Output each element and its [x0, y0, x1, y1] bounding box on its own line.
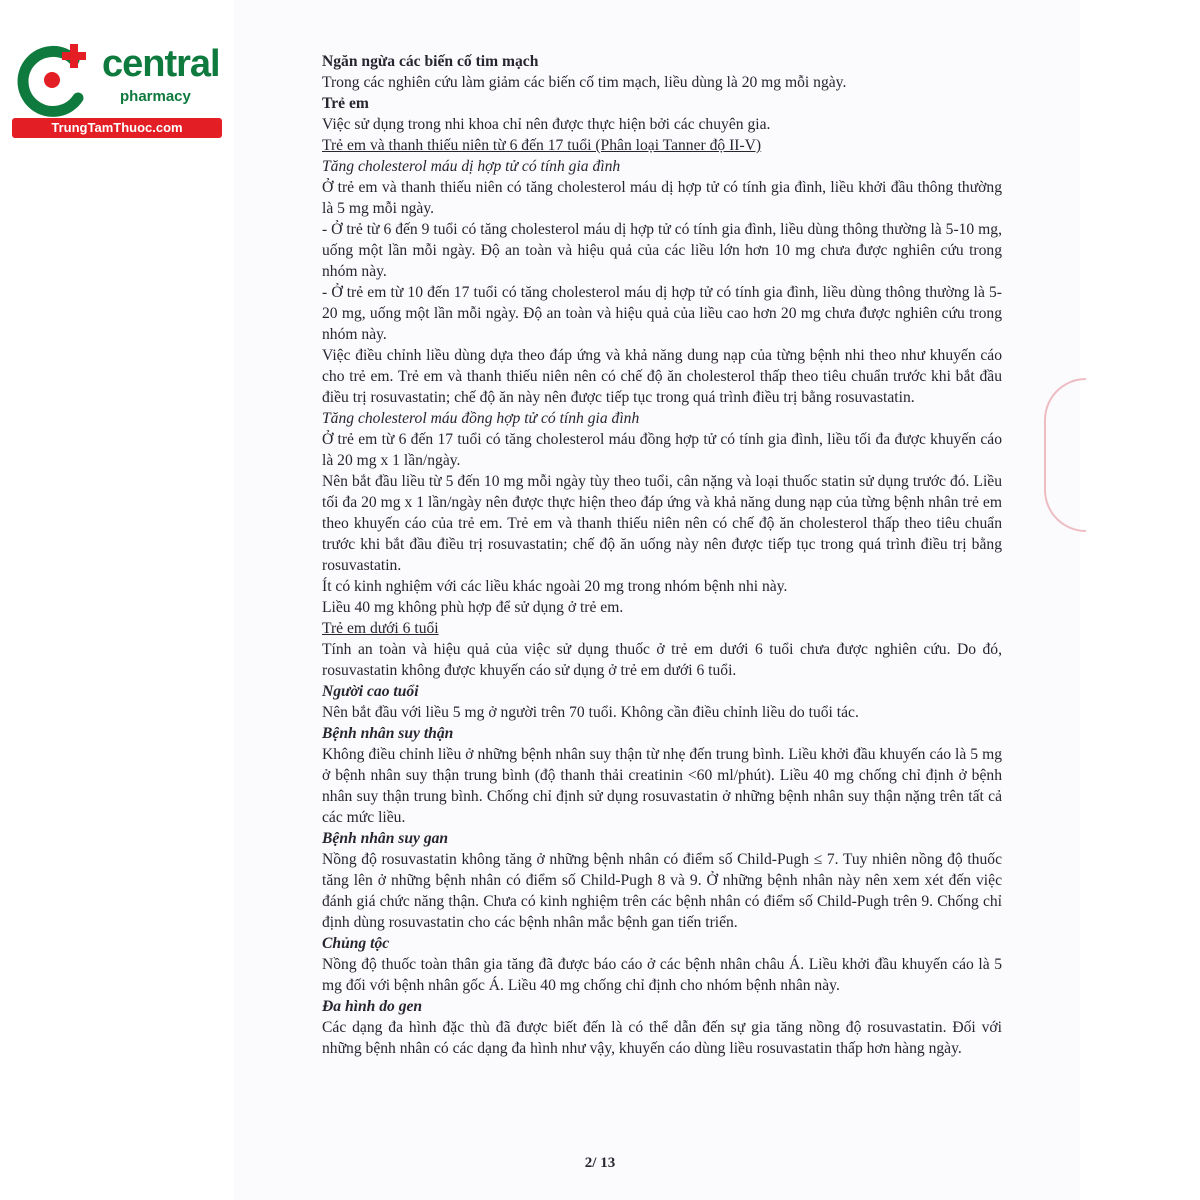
paragraph: Việc điều chỉnh liều dùng dựa theo đáp ứng và khả năng dung nạp của từng bệnh nhi theo như khuyến cáo cho trẻ em. Trẻ em và thanh thiếu niên nên có chế độ ăn cholesterol thấp theo tiêu chuẩn trước khi bắt đầu điều trị rosuvastatin; chế độ ăn này nên được tiếp tục trong quá trình điều trị bằng rosuvastatin. — [322, 347, 1002, 406]
paragraph: - Ở trẻ em từ 10 đến 17 tuổi có tăng cholesterol máu dị hợp tử có tính gia đình, liều dùng thông thường là 5-20 mg, uống một lần mỗi ngày. Độ an toàn và hiệu quả của liều cao hơn 20 mg chưa được nghiên cứu trong nhóm này. — [322, 284, 1002, 343]
central-pharmacy-logo-icon — [12, 38, 96, 122]
section-heading: Trẻ em dưới 6 tuổi — [322, 620, 439, 637]
section-heading: Trẻ em và thanh thiếu niên từ 6 đến 17 tuổi (Phân loại Tanner độ II-V) — [322, 137, 762, 154]
paragraph: Ở trẻ em từ 6 đến 17 tuổi có tăng cholesterol máu đồng hợp tử có tính gia đình, liều tối đa được khuyến cáo là 20 mg x 1 lần/ngày. — [322, 431, 1002, 469]
brand-subtitle: pharmacy — [120, 88, 191, 105]
paragraph: - Ở trẻ từ 6 đến 9 tuổi có tăng cholesterol máu dị hợp tử có tính gia đình, liều dùng thông thường là 5-10 mg, uống một lần mỗi ngày. Độ an toàn và hiệu quả của các liều lớn hơn 10 mg chưa được nghiên cứu trong nhóm này. — [322, 221, 1002, 280]
section-heading: Đa hình do gen — [322, 998, 423, 1015]
paragraph: Nên bắt đầu liều từ 5 đến 10 mg mỗi ngày tùy theo tuổi, cân nặng và loại thuốc statin sử dụng trước đó. Liều tối đa 20 mg x 1 lần/ngày nên được thực hiện theo đáp ứng và khả năng dung nạp của từng bệnh nhân trẻ em theo khuyến cáo của trẻ em. Trẻ em và thanh thiếu niên nên có chế độ ăn cholesterol thấp theo tiêu chuẩn trước khi bắt đầu điều trị rosuvastatin; chế độ ăn uống này nên được tiếp tục trong quá trình điều trị bằng rosuvastatin. — [322, 473, 1002, 574]
paragraph: Tính an toàn và hiệu quả của việc sử dụng thuốc ở trẻ em dưới 6 tuổi chưa được nghiên cứu. Do đó, rosuvastatin không được khuyến cáo sử dụng ở trẻ em dưới 6 tuổi. — [322, 641, 1002, 679]
paragraph: Trong các nghiên cứu làm giảm các biến cố tim mạch, liều dùng là 20 mg mỗi ngày. — [322, 74, 847, 91]
paragraph: Việc sử dụng trong nhi khoa chỉ nên được thực hiện bởi các chuyên gia. — [322, 116, 771, 133]
section-heading: Bệnh nhân suy thận — [322, 725, 454, 742]
paragraph: Không điều chỉnh liều ở những bệnh nhân suy thận từ nhẹ đến trung bình. Liều khởi đầu khuyến cáo là 5 mg ở bệnh nhân suy thận trung bình (độ thanh thải creatinin <60 ml/phút). Liều 40 mg chống chỉ định ở bệnh nhân suy thận trung bình. Chống chỉ định sử dụng rosuvastatin ở những bệnh nhân suy thận nặng trên tất cả các mức liều. — [322, 746, 1002, 826]
paragraph: Nồng độ rosuvastatin không tăng ở những bệnh nhân có điểm số Child-Pugh ≤ 7. Tuy nhiên nồng độ thuốc tăng lên ở những bệnh nhân có điểm số Child-Pugh 8 và 9. Ở những bệnh nhân này nên xem xét đến việc đánh giá chức năng thận. Chưa có kinh nghiệm trên các bệnh nhân có điểm số Child-Pugh trên 9. Chống chỉ định dùng rosuvastatin cho các bệnh nhân mắc bệnh gan tiến triển. — [322, 851, 1002, 931]
section-heading: Người cao tuổi — [322, 683, 419, 700]
section-heading: Bệnh nhân suy gan — [322, 830, 449, 847]
page-number: 2/ 13 — [584, 1155, 616, 1171]
document-body — [322, 51, 1002, 1059]
paragraph: Nồng độ thuốc toàn thân gia tăng đã được báo cáo ở các bệnh nhân châu Á. Liều khởi đầu khuyến cáo là 5 mg đối với bệnh nhân gốc Á. Liều 40 mg chống chỉ định cho nhóm bệnh nhân này. — [322, 956, 1002, 994]
brand-name: central — [102, 43, 220, 85]
section-heading: Tăng cholesterol máu dị hợp tử có tính gia đình — [322, 158, 621, 175]
paragraph: Các dạng đa hình đặc thù đã được biết đến là có thể dẫn đến sự gia tăng nồng độ rosuvastatin. Đối với những bệnh nhân có các dạng đa hình như vậy, khuyến cáo dùng liều rosuvastatin thấp hơn hàng ngày. — [322, 1019, 1002, 1057]
section-heading: Tăng cholesterol máu đồng hợp tử có tính gia đình — [322, 410, 640, 427]
brand-logo — [12, 30, 222, 140]
paragraph: Liều 40 mg không phù hợp để sử dụng ở trẻ em. — [322, 599, 624, 616]
paragraph: Ít có kinh nghiệm với các liều khác ngoài 20 mg trong nhóm bệnh nhi này. — [322, 578, 788, 595]
section-heading: Chủng tộc — [322, 935, 390, 952]
paragraph: Nên bắt đầu với liều 5 mg ở người trên 70 tuổi. Không cần điều chỉnh liều do tuổi tác. — [322, 704, 859, 721]
section-heading: Ngăn ngừa các biến cố tim mạch — [322, 53, 539, 70]
paragraph: Ở trẻ em và thanh thiếu niên có tăng cholesterol máu dị hợp tử có tính gia đình, liều khởi đầu thông thường là 5 mg mỗi ngày. — [322, 179, 1002, 217]
red-stamp-seal — [1044, 378, 1086, 532]
brand-url: TrungTamThuoc.com — [12, 118, 222, 138]
section-heading: Trẻ em — [322, 95, 369, 112]
